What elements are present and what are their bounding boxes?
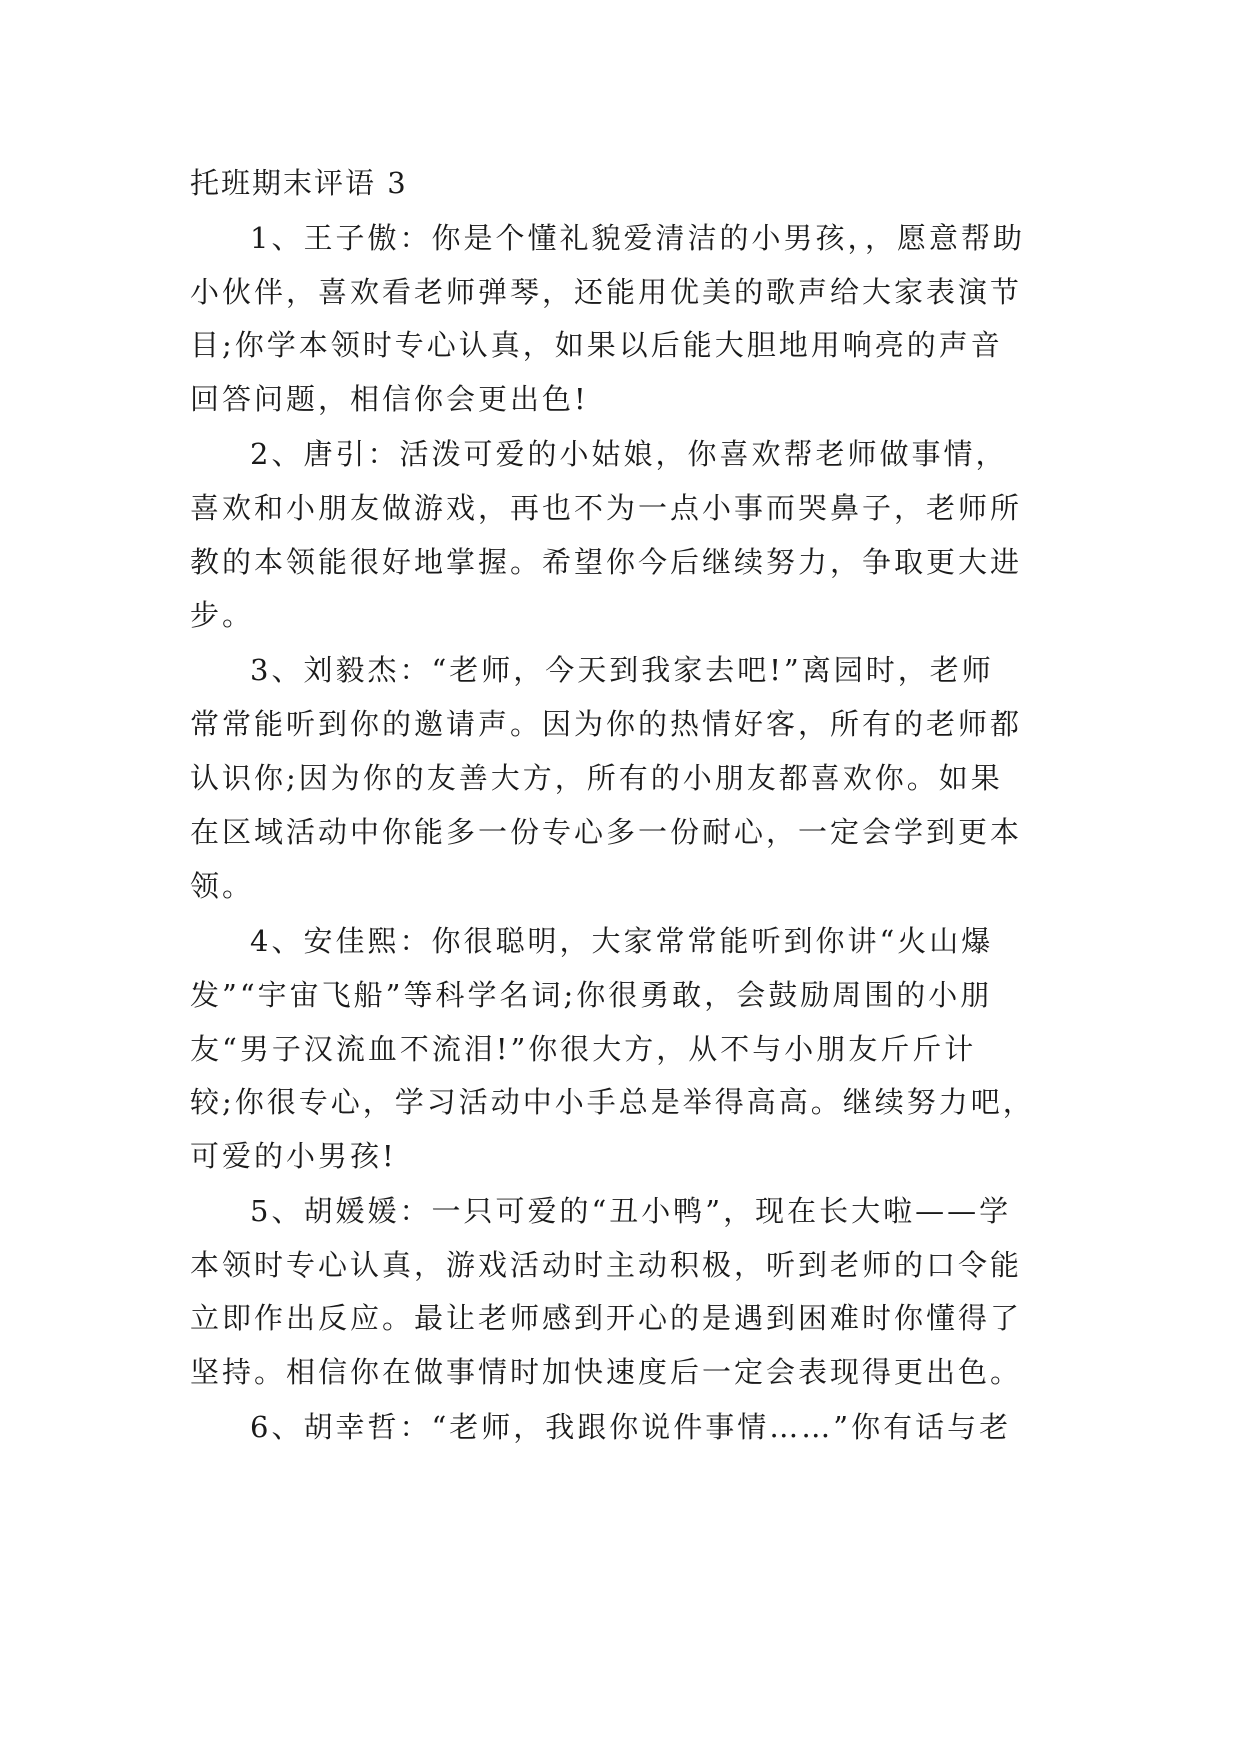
text-line: 喜欢和小朋友做游戏，再也不为一点小事而哭鼻子，老师所	[190, 491, 1023, 525]
text-line: 目;你学本领时专心认真，如果以后能大胆地用响亮的声音	[190, 328, 1003, 362]
document-title: 托班期末评语 3	[190, 166, 408, 200]
text-line: 友“男子汉流血不流泪!”你很大方，从不与小朋友斤斤计	[190, 1032, 977, 1066]
text-line: 本领时专心认真，游戏活动时主动积极，听到老师的口令能	[190, 1248, 1023, 1282]
text-line: 在区域活动中你能多一份专心多一份耐心，一定会学到更本	[190, 815, 1023, 849]
text-line: 4、安佳熙：你很聪明，大家常常能听到你讲“火山爆	[250, 924, 994, 958]
text-line: 可爱的小男孩!	[190, 1139, 397, 1173]
text-line: 2、唐引：活泼可爱的小姑娘，你喜欢帮老师做事情，	[250, 437, 1008, 471]
text-line: 领。	[190, 869, 255, 903]
text-line: 较;你很专心，学习活动中小手总是举得高高。继续努力吧，	[190, 1085, 1035, 1119]
text-line: 认识你;因为你的友善大方，所有的小朋友都喜欢你。如果	[190, 761, 1003, 795]
text-line: 教的本领能很好地掌握。希望你今后继续努力，争取更大进	[190, 545, 1023, 579]
text-line: 1、王子傲：你是个懂礼貌爱清洁的小男孩，，愿意帮助	[250, 221, 1025, 255]
text-line: 坚持。相信你在做事情时加快速度后一定会表现得更出色。	[190, 1355, 1023, 1389]
text-line: 5、胡媛媛：一只可爱的“丑小鸭”，现在长大啦——学	[250, 1194, 1012, 1228]
text-line: 发”“宇宙飞船”等科学名词;你很勇敢，会鼓励周围的小朋	[190, 978, 993, 1012]
text-line: 步。	[190, 598, 255, 632]
text-line: 回答问题，相信你会更出色!	[190, 382, 589, 416]
text-line: 常常能听到你的邀请声。因为你的热情好客，所有的老师都	[190, 707, 1023, 741]
text-line: 3、刘毅杰：“老师，今天到我家去吧!”离园时，老师	[250, 653, 994, 687]
text-line: 立即作出反应。最让老师感到开心的是遇到困难时你懂得了	[190, 1301, 1023, 1335]
text-line: 6、胡幸哲：“老师，我跟你说件事情……”你有话与老	[250, 1410, 1012, 1444]
text-line: 小伙伴，喜欢看老师弹琴，还能用优美的歌声给大家表演节	[190, 275, 1023, 309]
